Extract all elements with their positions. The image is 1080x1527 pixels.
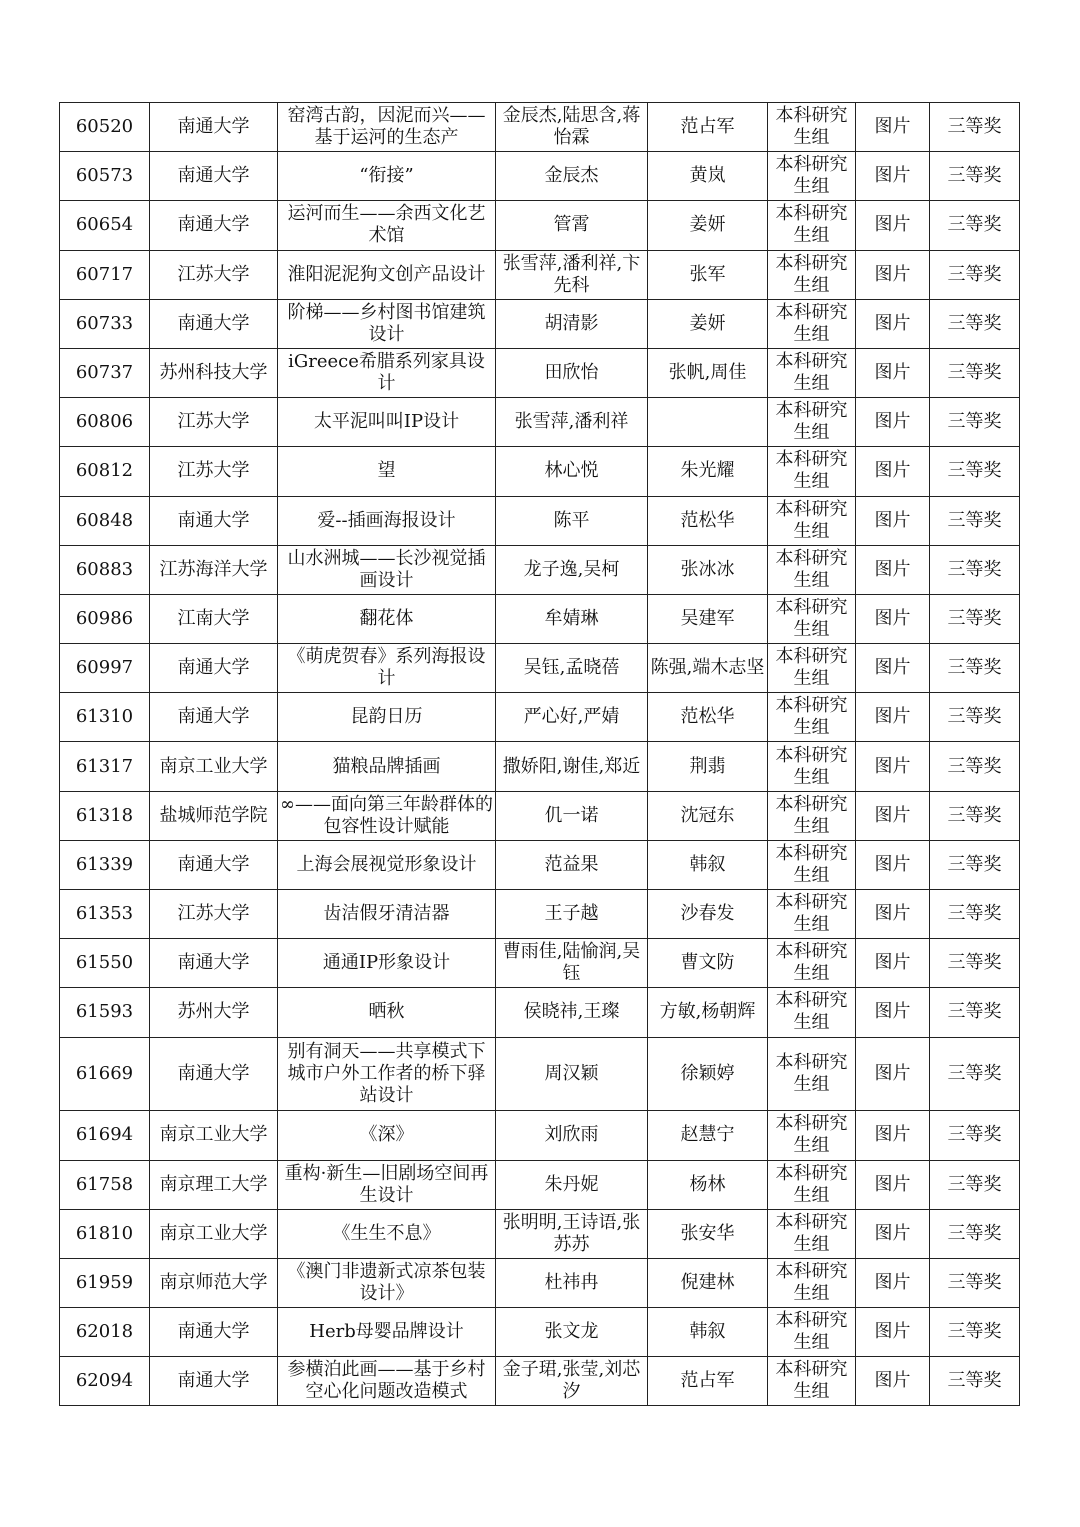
authors-cell: 仉一诺: [496, 791, 648, 840]
tutor-cell: 张军: [648, 250, 768, 299]
authors-cell: 周汉颖: [496, 1037, 648, 1111]
group-cell: 本科研究生组: [768, 348, 856, 397]
group-cell: 本科研究生组: [768, 103, 856, 152]
award-cell: 三等奖: [930, 103, 1020, 152]
award-cell: 三等奖: [930, 496, 1020, 545]
table-row: [60, 988, 1020, 1037]
type-cell: 图片: [856, 152, 930, 201]
entry-id-cell: 61959: [60, 1258, 150, 1307]
entry-id-cell: 60883: [60, 545, 150, 594]
entry-id-cell: 60520: [60, 103, 150, 152]
authors-cell: 张文龙: [496, 1308, 648, 1357]
award-cell: 三等奖: [930, 299, 1020, 348]
table-body: [60, 103, 1020, 1406]
work-title-cell: 窑湾古韵，因泥而兴——基于运河的生态产: [278, 103, 496, 152]
school-cell: 江苏大学: [150, 398, 278, 447]
work-title-cell: iGreece希腊系列家具设计: [278, 348, 496, 397]
award-cell: 三等奖: [930, 1160, 1020, 1209]
table-row: [60, 1258, 1020, 1307]
group-cell: 本科研究生组: [768, 250, 856, 299]
authors-cell: 田欣怡: [496, 348, 648, 397]
authors-cell: 曹雨佳,陆愉润,吴钰: [496, 939, 648, 988]
group-cell: 本科研究生组: [768, 594, 856, 643]
table-row: [60, 1308, 1020, 1357]
group-cell: 本科研究生组: [768, 988, 856, 1037]
school-cell: 苏州科技大学: [150, 348, 278, 397]
tutor-cell: 韩叙: [648, 1308, 768, 1357]
award-cell: 三等奖: [930, 545, 1020, 594]
type-cell: 图片: [856, 250, 930, 299]
award-cell: 三等奖: [930, 447, 1020, 496]
group-cell: 本科研究生组: [768, 1308, 856, 1357]
school-cell: 南京工业大学: [150, 1209, 278, 1258]
work-title-cell: 重构·新生—旧剧场空间再生设计: [278, 1160, 496, 1209]
school-cell: 南通大学: [150, 201, 278, 250]
tutor-cell: 姜妍: [648, 299, 768, 348]
school-cell: 江苏大学: [150, 447, 278, 496]
entry-id-cell: 60848: [60, 496, 150, 545]
tutor-cell: 张安华: [648, 1209, 768, 1258]
entry-id-cell: 61317: [60, 742, 150, 791]
entry-id-cell: 61310: [60, 693, 150, 742]
award-cell: 三等奖: [930, 988, 1020, 1037]
type-cell: 图片: [856, 201, 930, 250]
type-cell: 图片: [856, 1111, 930, 1160]
table-row: [60, 152, 1020, 201]
work-title-cell: 通通IP形象设计: [278, 939, 496, 988]
tutor-cell: 韩叙: [648, 840, 768, 889]
tutor-cell: 沈冠东: [648, 791, 768, 840]
award-cell: 三等奖: [930, 152, 1020, 201]
tutor-cell: 张冰冰: [648, 545, 768, 594]
table-row: [60, 299, 1020, 348]
authors-cell: 管霄: [496, 201, 648, 250]
group-cell: 本科研究生组: [768, 398, 856, 447]
work-title-cell: 太平泥叫叫IP设计: [278, 398, 496, 447]
table-row: [60, 103, 1020, 152]
work-title-cell: 昆韵日历: [278, 693, 496, 742]
type-cell: 图片: [856, 791, 930, 840]
authors-cell: 林心悦: [496, 447, 648, 496]
work-title-cell: 阶梯——乡村图书馆建筑设计: [278, 299, 496, 348]
work-title-cell: 《澳门非遗新式凉茶包装设计》: [278, 1258, 496, 1307]
table-row: [60, 1111, 1020, 1160]
group-cell: 本科研究生组: [768, 693, 856, 742]
work-title-cell: 运河而生——余西文化艺术馆: [278, 201, 496, 250]
award-cell: 三等奖: [930, 742, 1020, 791]
type-cell: 图片: [856, 1258, 930, 1307]
work-title-cell: 爱--插画海报设计: [278, 496, 496, 545]
entry-id-cell: 60806: [60, 398, 150, 447]
type-cell: 图片: [856, 988, 930, 1037]
work-title-cell: 《深》: [278, 1111, 496, 1160]
award-cell: 三等奖: [930, 840, 1020, 889]
group-cell: 本科研究生组: [768, 299, 856, 348]
table-row: [60, 398, 1020, 447]
entry-id-cell: 60997: [60, 644, 150, 693]
entry-id-cell: 60573: [60, 152, 150, 201]
table-row: [60, 250, 1020, 299]
type-cell: 图片: [856, 545, 930, 594]
table-row: [60, 496, 1020, 545]
work-title-cell: ∞——面向第三年龄群体的包容性设计赋能: [278, 791, 496, 840]
school-cell: 南通大学: [150, 840, 278, 889]
award-cell: 三等奖: [930, 1111, 1020, 1160]
authors-cell: 侯晓祎,王璨: [496, 988, 648, 1037]
type-cell: 图片: [856, 594, 930, 643]
type-cell: 图片: [856, 644, 930, 693]
authors-cell: 张明明,王诗语,张苏苏: [496, 1209, 648, 1258]
work-title-cell: 猫粮品牌插画: [278, 742, 496, 791]
tutor-cell: 范占军: [648, 1357, 768, 1406]
school-cell: 南通大学: [150, 1308, 278, 1357]
entry-id-cell: 60812: [60, 447, 150, 496]
entry-id-cell: 60733: [60, 299, 150, 348]
type-cell: 图片: [856, 103, 930, 152]
school-cell: 江苏海洋大学: [150, 545, 278, 594]
award-cell: 三等奖: [930, 1258, 1020, 1307]
tutor-cell: 杨林: [648, 1160, 768, 1209]
type-cell: 图片: [856, 840, 930, 889]
table-row: [60, 1160, 1020, 1209]
table-row: [60, 644, 1020, 693]
work-title-cell: 晒秋: [278, 988, 496, 1037]
type-cell: 图片: [856, 299, 930, 348]
entry-id-cell: 61758: [60, 1160, 150, 1209]
authors-cell: 范益果: [496, 840, 648, 889]
work-title-cell: 《萌虎贺春》系列海报设计: [278, 644, 496, 693]
table-row: [60, 447, 1020, 496]
group-cell: 本科研究生组: [768, 447, 856, 496]
entry-id-cell: 61694: [60, 1111, 150, 1160]
authors-cell: 王子越: [496, 890, 648, 939]
school-cell: 南通大学: [150, 496, 278, 545]
table-row: [60, 1209, 1020, 1258]
award-cell: 三等奖: [930, 1357, 1020, 1406]
authors-cell: 金子珺,张莹,刘芯汐: [496, 1357, 648, 1406]
tutor-cell: 陈强,端木志坚: [648, 644, 768, 693]
table-row: [60, 1357, 1020, 1406]
award-cell: 三等奖: [930, 791, 1020, 840]
table-row: [60, 594, 1020, 643]
table-row: [60, 545, 1020, 594]
authors-cell: 朱丹妮: [496, 1160, 648, 1209]
entry-id-cell: 62094: [60, 1357, 150, 1406]
school-cell: 南京工业大学: [150, 1111, 278, 1160]
entry-id-cell: 61669: [60, 1037, 150, 1111]
tutor-cell: 倪建林: [648, 1258, 768, 1307]
entry-id-cell: 61810: [60, 1209, 150, 1258]
award-cell: 三等奖: [930, 201, 1020, 250]
type-cell: 图片: [856, 890, 930, 939]
tutor-cell: 朱光耀: [648, 447, 768, 496]
tutor-cell: 黄岚: [648, 152, 768, 201]
table-row: [60, 840, 1020, 889]
authors-cell: 严心好,严婧: [496, 693, 648, 742]
group-cell: 本科研究生组: [768, 496, 856, 545]
type-cell: 图片: [856, 398, 930, 447]
school-cell: 南京理工大学: [150, 1160, 278, 1209]
group-cell: 本科研究生组: [768, 1111, 856, 1160]
award-cell: 三等奖: [930, 594, 1020, 643]
tutor-cell: 赵慧宁: [648, 1111, 768, 1160]
award-cell: 三等奖: [930, 693, 1020, 742]
entry-id-cell: 60737: [60, 348, 150, 397]
type-cell: 图片: [856, 1357, 930, 1406]
type-cell: 图片: [856, 742, 930, 791]
school-cell: 南京师范大学: [150, 1258, 278, 1307]
entry-id-cell: 60986: [60, 594, 150, 643]
table-row: [60, 742, 1020, 791]
award-cell: 三等奖: [930, 939, 1020, 988]
type-cell: 图片: [856, 447, 930, 496]
work-title-cell: “衔接”: [278, 152, 496, 201]
authors-cell: 撒娇阳,谢佳,郑近: [496, 742, 648, 791]
tutor-cell: 张帆,周佳: [648, 348, 768, 397]
table-row: [60, 939, 1020, 988]
tutor-cell: 荆翡: [648, 742, 768, 791]
table-row: [60, 348, 1020, 397]
group-cell: 本科研究生组: [768, 791, 856, 840]
work-title-cell: 淮阳泥泥狗文创产品设计: [278, 250, 496, 299]
table-row: [60, 201, 1020, 250]
type-cell: 图片: [856, 1037, 930, 1111]
entry-id-cell: 61593: [60, 988, 150, 1037]
authors-cell: 牟婧琳: [496, 594, 648, 643]
entry-id-cell: 60717: [60, 250, 150, 299]
group-cell: 本科研究生组: [768, 545, 856, 594]
tutor-cell: 吴建军: [648, 594, 768, 643]
school-cell: 南通大学: [150, 644, 278, 693]
type-cell: 图片: [856, 1308, 930, 1357]
group-cell: 本科研究生组: [768, 840, 856, 889]
work-title-cell: 别有洞天——共享模式下城市户外工作者的桥下驿站设计: [278, 1037, 496, 1111]
authors-cell: 金辰杰: [496, 152, 648, 201]
school-cell: 南通大学: [150, 1037, 278, 1111]
table-row: [60, 1037, 1020, 1111]
work-title-cell: 齿洁假牙清洁器: [278, 890, 496, 939]
group-cell: 本科研究生组: [768, 152, 856, 201]
type-cell: 图片: [856, 496, 930, 545]
authors-cell: 张雪萍,潘利祥: [496, 398, 648, 447]
group-cell: 本科研究生组: [768, 1037, 856, 1111]
authors-cell: 张雪萍,潘利祥,卞先科: [496, 250, 648, 299]
school-cell: 南京工业大学: [150, 742, 278, 791]
authors-cell: 杜祎冉: [496, 1258, 648, 1307]
entry-id-cell: 60654: [60, 201, 150, 250]
school-cell: 江苏大学: [150, 250, 278, 299]
tutor-cell: [648, 398, 768, 447]
work-title-cell: 上海会展视觉形象设计: [278, 840, 496, 889]
authors-cell: 吴钰,孟晓蓓: [496, 644, 648, 693]
work-title-cell: 翻花体: [278, 594, 496, 643]
award-cell: 三等奖: [930, 250, 1020, 299]
award-cell: 三等奖: [930, 644, 1020, 693]
award-cell: 三等奖: [930, 1308, 1020, 1357]
tutor-cell: 方敏,杨朝辉: [648, 988, 768, 1037]
group-cell: 本科研究生组: [768, 939, 856, 988]
work-title-cell: 望: [278, 447, 496, 496]
tutor-cell: 范占军: [648, 103, 768, 152]
group-cell: 本科研究生组: [768, 1258, 856, 1307]
tutor-cell: 范松华: [648, 693, 768, 742]
tutor-cell: 曹文防: [648, 939, 768, 988]
school-cell: 南通大学: [150, 152, 278, 201]
work-title-cell: 参横泊此画——基于乡村空心化问题改造模式: [278, 1357, 496, 1406]
entry-id-cell: 62018: [60, 1308, 150, 1357]
type-cell: 图片: [856, 348, 930, 397]
work-title-cell: 山水洲城——长沙视觉插画设计: [278, 545, 496, 594]
group-cell: 本科研究生组: [768, 644, 856, 693]
entry-id-cell: 61318: [60, 791, 150, 840]
tutor-cell: 范松华: [648, 496, 768, 545]
work-title-cell: 《生生不息》: [278, 1209, 496, 1258]
entry-id-cell: 61353: [60, 890, 150, 939]
school-cell: 江南大学: [150, 594, 278, 643]
tutor-cell: 沙春发: [648, 890, 768, 939]
table-row: [60, 693, 1020, 742]
authors-cell: 胡清影: [496, 299, 648, 348]
school-cell: 南通大学: [150, 103, 278, 152]
entry-id-cell: 61339: [60, 840, 150, 889]
award-cell: 三等奖: [930, 890, 1020, 939]
group-cell: 本科研究生组: [768, 742, 856, 791]
school-cell: 南通大学: [150, 693, 278, 742]
table-row: [60, 791, 1020, 840]
group-cell: 本科研究生组: [768, 1209, 856, 1258]
school-cell: 苏州大学: [150, 988, 278, 1037]
school-cell: 南通大学: [150, 939, 278, 988]
type-cell: 图片: [856, 939, 930, 988]
awards-table: [59, 102, 1020, 1406]
entry-id-cell: 61550: [60, 939, 150, 988]
award-cell: 三等奖: [930, 1037, 1020, 1111]
type-cell: 图片: [856, 1209, 930, 1258]
tutor-cell: 姜妍: [648, 201, 768, 250]
award-cell: 三等奖: [930, 1209, 1020, 1258]
tutor-cell: 徐颖婷: [648, 1037, 768, 1111]
award-cell: 三等奖: [930, 398, 1020, 447]
authors-cell: 龙子逸,吴柯: [496, 545, 648, 594]
group-cell: 本科研究生组: [768, 1357, 856, 1406]
type-cell: 图片: [856, 1160, 930, 1209]
authors-cell: 刘欣雨: [496, 1111, 648, 1160]
group-cell: 本科研究生组: [768, 201, 856, 250]
school-cell: 南通大学: [150, 299, 278, 348]
award-cell: 三等奖: [930, 348, 1020, 397]
authors-cell: 陈平: [496, 496, 648, 545]
work-title-cell: Herb母婴品牌设计: [278, 1308, 496, 1357]
school-cell: 江苏大学: [150, 890, 278, 939]
type-cell: 图片: [856, 693, 930, 742]
group-cell: 本科研究生组: [768, 1160, 856, 1209]
school-cell: 南通大学: [150, 1357, 278, 1406]
group-cell: 本科研究生组: [768, 890, 856, 939]
school-cell: 盐城师范学院: [150, 791, 278, 840]
table-row: [60, 890, 1020, 939]
authors-cell: 金辰杰,陆思含,蒋怡霖: [496, 103, 648, 152]
